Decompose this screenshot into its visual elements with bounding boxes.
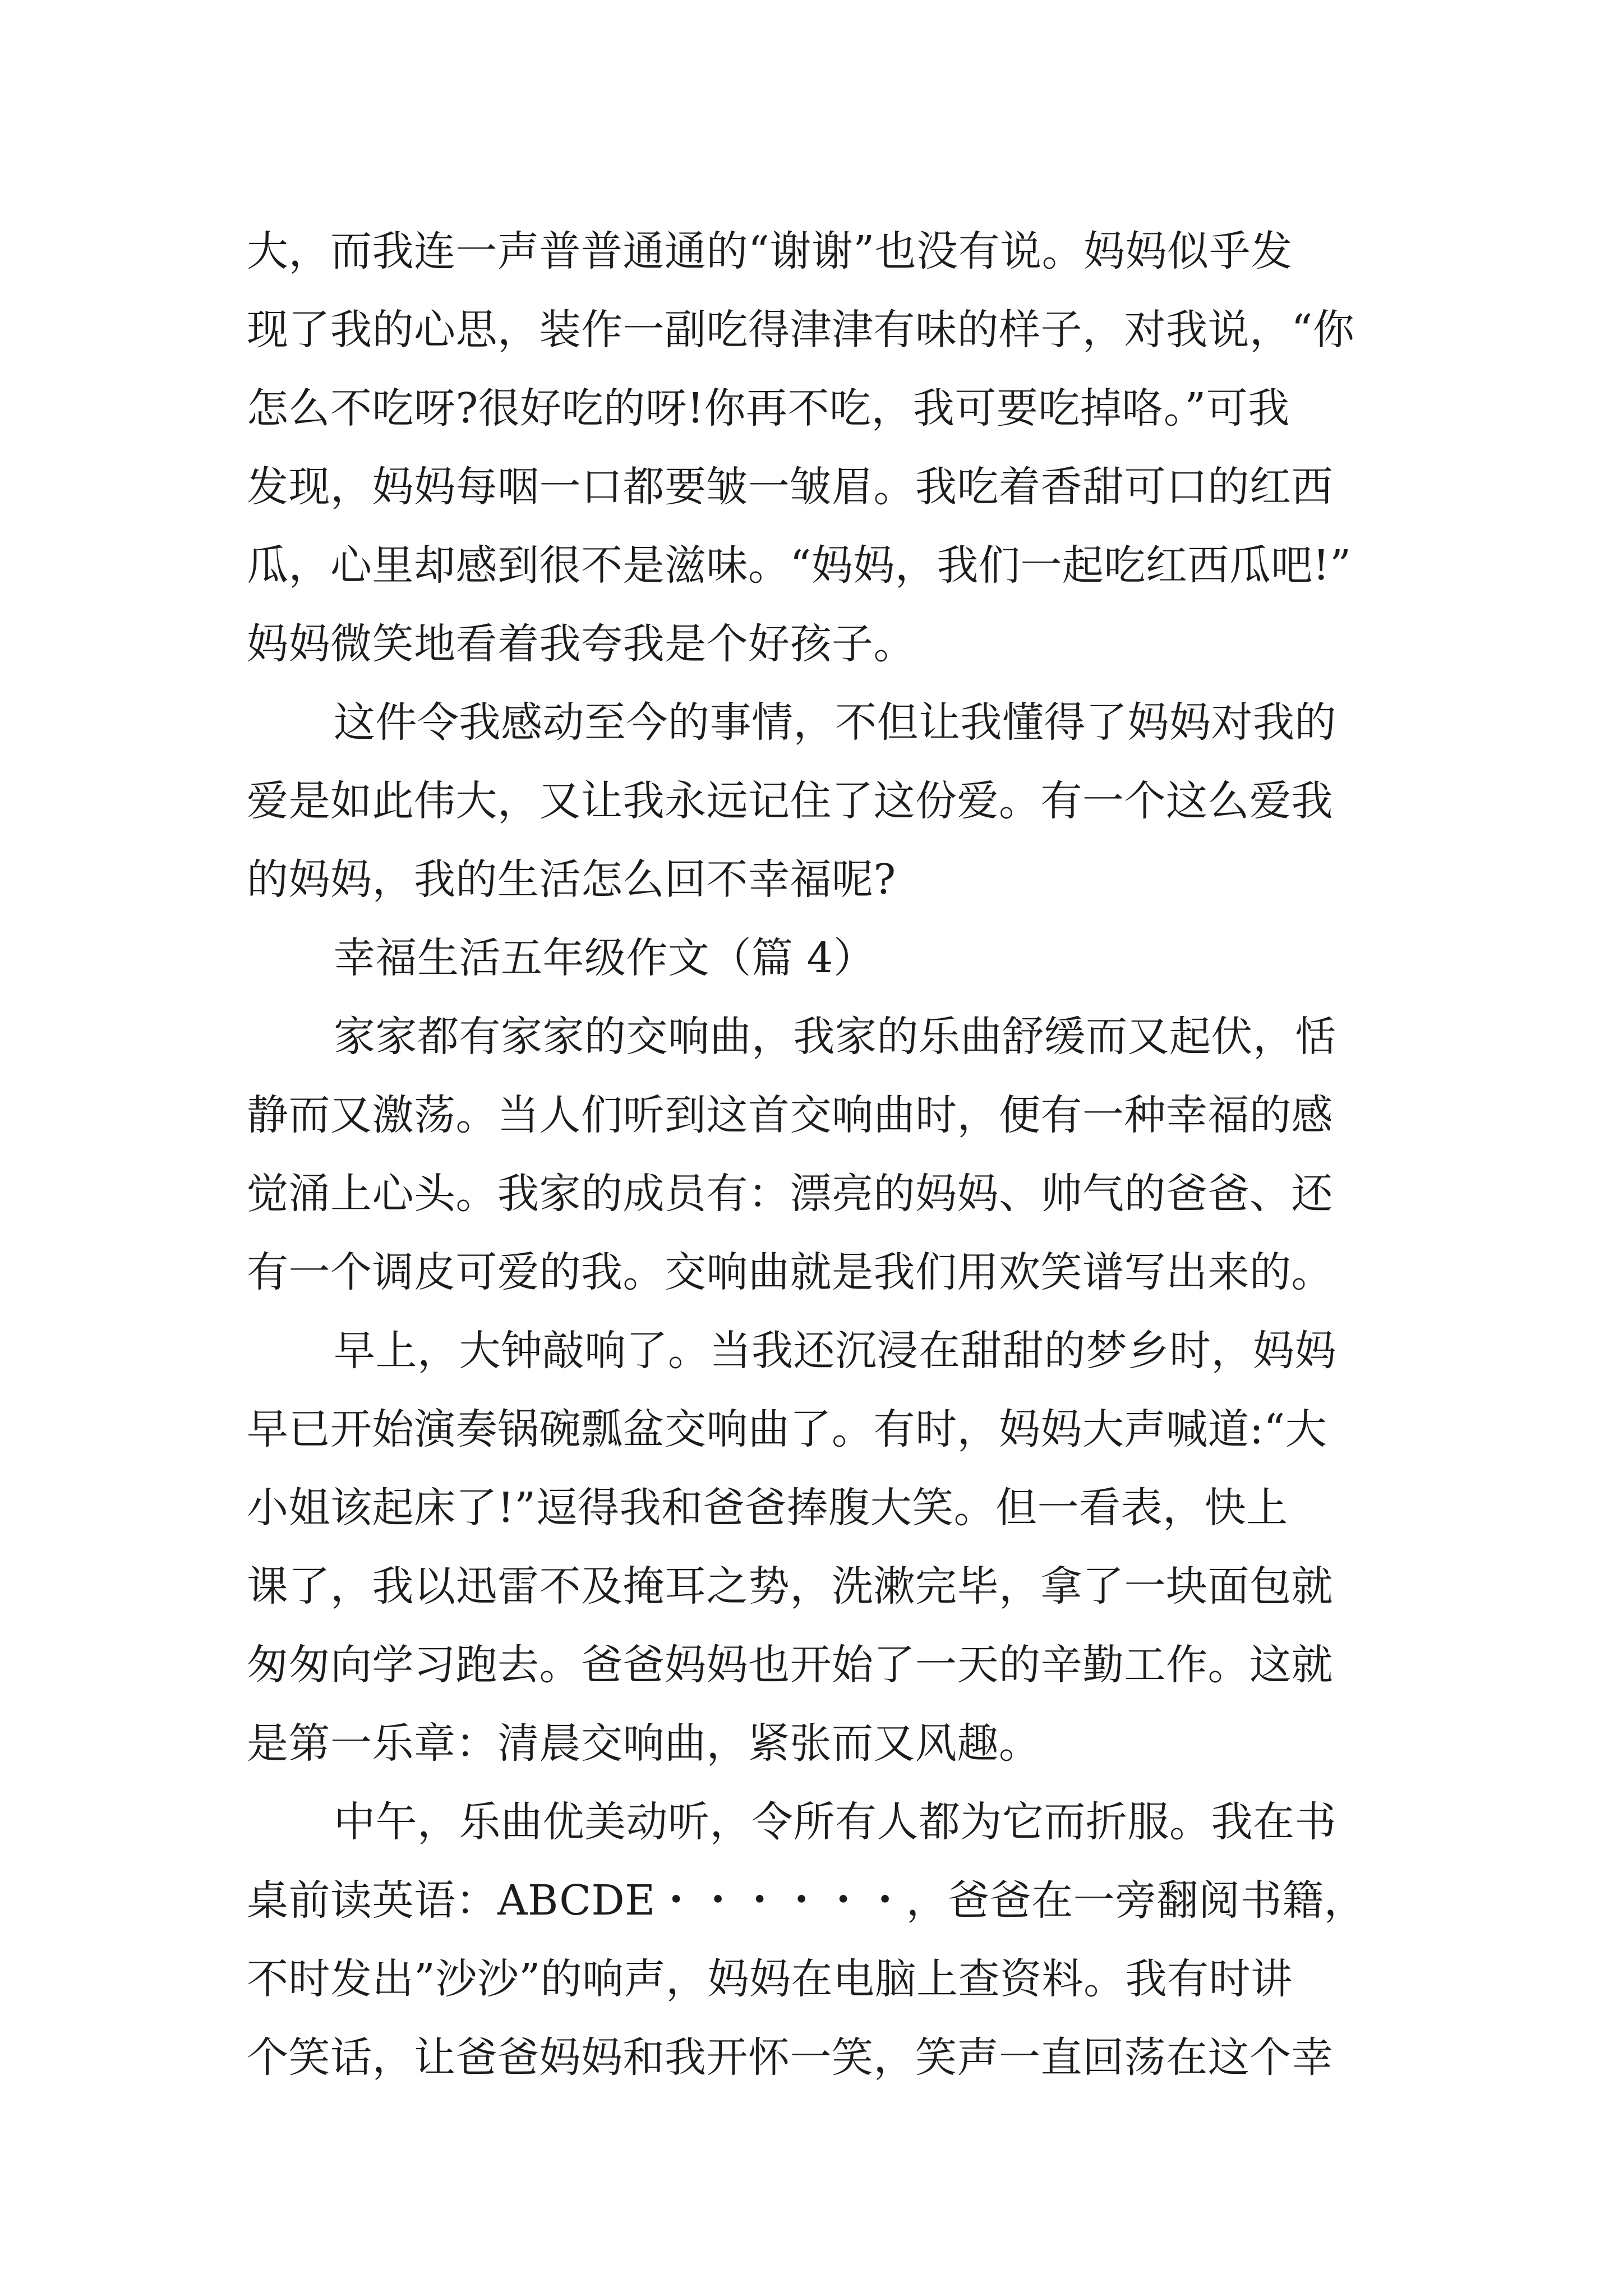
text-line: 瓜，心里却感到很不是滋味。“妈妈，我们一起吃红西瓜吧!”: [247, 541, 1352, 590]
text-line: 大，而我连一声普普通通的“谢谢”也没有说。妈妈似乎发: [247, 227, 1293, 275]
text-line: 家家都有家家的交响曲，我家的乐曲舒缓而又起伏，恬: [334, 1013, 1336, 1061]
text-line: 早上，大钟敲响了。当我还沉浸在甜甜的梦乡时，妈妈: [334, 1327, 1336, 1375]
text-line: 个笑话，让爸爸妈妈和我开怀一笑，笑声一直回荡在这个幸: [247, 2033, 1333, 2082]
text-line: 是第一乐章：清晨交响曲，紧张而又风趣。: [247, 1719, 1041, 1768]
section-heading: 幸福生活五年级作文（篇 4）: [334, 934, 875, 982]
text-line: 现了我的心思，装作一副吃得津津有味的样子，对我说，“你: [247, 306, 1355, 354]
text-line: 这件令我感动至今的事情，不但让我懂得了妈妈对我的: [334, 698, 1336, 747]
text-line: 中午，乐曲优美动听，令所有人都为它而折服。我在书: [334, 1798, 1336, 1846]
text-line: 妈妈微笑地看着我夸我是个好孩子。: [247, 620, 915, 668]
text-line: 静而又激荡。当人们听到这首交响曲时，便有一种幸福的感: [247, 1091, 1333, 1139]
text-line: 觉涌上心头。我家的成员有：漂亮的妈妈、帅气的爸爸、还: [247, 1170, 1333, 1218]
text-line: 桌前读英语：ABCDE・・・・・・，爸爸在一旁翻阅书籍，: [247, 1876, 1366, 1925]
text-line: 小姐该起床了!”逗得我和爸爸捧腹大笑。但一看表，快上: [247, 1484, 1288, 1532]
text-line: 匆匆向学习跑去。爸爸妈妈也开始了一天的辛勤工作。这就: [247, 1641, 1333, 1689]
text-line: 有一个调皮可爱的我。交响曲就是我们用欢笑谱写出来的。: [247, 1248, 1333, 1296]
text-line: 爱是如此伟大，又让我永远记住了这份爱。有一个这么爱我: [247, 777, 1333, 825]
text-line: 课了，我以迅雷不及掩耳之势，洗漱完毕，拿了一块面包就: [247, 1562, 1333, 1611]
text-line: 不时发出”沙沙”的响声，妈妈在电脑上查资料。我有时讲: [247, 1955, 1293, 2003]
text-line: 怎么不吃呀?很好吃的呀!你再不吃，我可要吃掉咯。”可我: [247, 384, 1290, 432]
text-line: 早已开始演奏锅碗瓢盆交响曲了。有时，妈妈大声喊道:“大: [247, 1405, 1327, 1453]
text-line: 发现，妈妈每咽一口都要皱一皱眉。我吃着香甜可口的红西: [247, 463, 1333, 511]
text-line: 的妈妈，我的生活怎么回不幸福呢?: [247, 855, 896, 904]
